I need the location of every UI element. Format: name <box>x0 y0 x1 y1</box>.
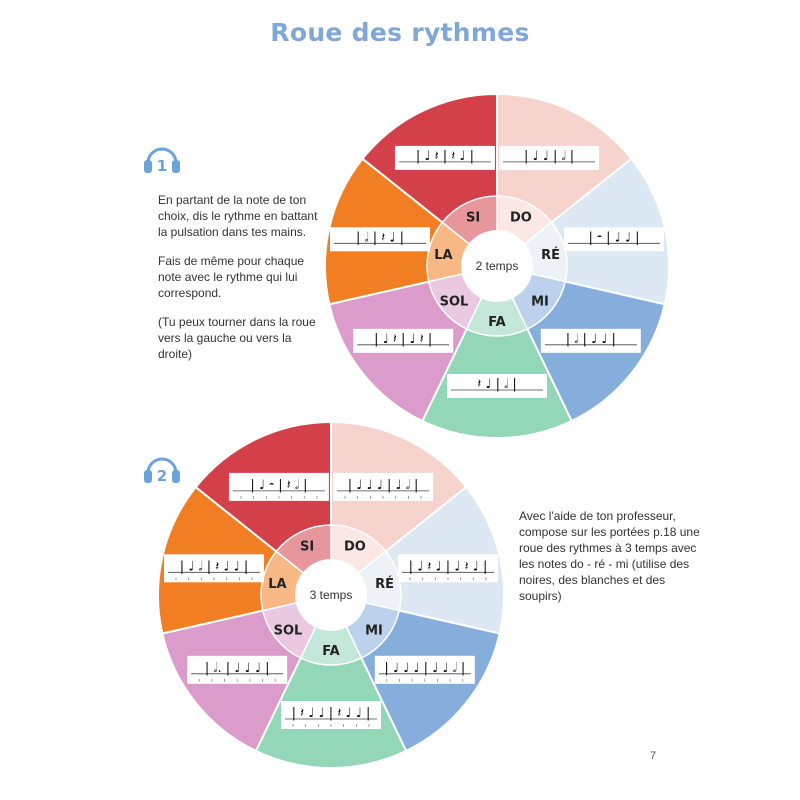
rhythm-notation-fa: 𝄽 ♩ | 𝅗𝅥 | <box>477 377 517 392</box>
note-label-si: SI <box>466 210 481 226</box>
rhythm-card-sol <box>187 656 287 684</box>
note-label-mi: MI <box>365 623 383 639</box>
page-title: Roue des rythmes <box>270 18 530 47</box>
rhythm-card-la <box>164 554 264 582</box>
instruction-paragraph: En partant de la note de ton choix, dis le rythme en battant la pulsation dans tes mains. <box>158 193 318 239</box>
rhythm-card-mi <box>375 656 475 684</box>
rhythm-notation-la: | ♩ 𝅗𝅥 | 𝄽 ♩ ♩ | <box>179 559 249 575</box>
instruction-paragraph: Avec l'aide de ton professeur, compose sur les portées p.18 une roue des rythmes à 3 temps avec les notes do - ré - mi (utilise des noires, des blanches et des soupirs) <box>519 509 700 603</box>
rhythm-notation-do: | ♩ ♩ ♩ | ♩ 𝅗𝅥 | <box>347 477 419 493</box>
rhythm-notation-mi: | ♩ ♩ ♩ | ♩ ♩ 𝅗𝅥 | <box>384 660 466 676</box>
rhythm-card-si <box>229 473 329 501</box>
instruction-paragraph: (Tu peux tourner dans la roue vers la gauche ou vers la droite) <box>158 315 316 361</box>
note-label-la: LA <box>268 576 287 592</box>
rhythm-notation-si: | ♩ 𝄼 | 𝄽 𝅗𝅥 | <box>250 477 308 493</box>
rhythm-card-re <box>398 554 498 582</box>
instruction-paragraph: Fais de même pour chaque note avec le rythme qui lui correspond. <box>158 254 305 300</box>
exercise-2-number: 2 <box>156 467 168 485</box>
rhythm-notation-fa: | 𝄽 ♩ ♩ | 𝄽 ♩ ♩ | <box>291 706 371 721</box>
exercise-1-number: 1 <box>156 157 168 175</box>
note-label-sol: SOL <box>273 623 303 639</box>
center-label: 2 temps <box>475 259 519 273</box>
rhythm-notation-si: | ♩ 𝄽 | 𝄽 ♩ | <box>415 148 475 164</box>
rhythm-card-do <box>333 473 433 501</box>
rhythm-notation-re: | 𝄼 | ♩ ♩ | <box>588 230 640 246</box>
note-label-mi: MI <box>531 294 549 310</box>
note-label-do: DO <box>509 210 532 226</box>
rhythm-notation-sol: | 𝅗𝅥. | ♩ ♩ ♩ | <box>204 660 270 676</box>
center-label: 3 temps <box>309 588 353 602</box>
note-label-re: RÉ <box>541 247 561 263</box>
rhythm-notation-do: | ♩ ♩ | 𝅗𝅥 | <box>523 148 575 164</box>
note-label-sol: SOL <box>439 294 469 310</box>
note-label-si: SI <box>300 539 315 555</box>
note-label-fa: FA <box>322 644 340 659</box>
rhythm-notation-sol: | ♩ 𝄽 | ♩ 𝄽 | <box>374 331 433 347</box>
rhythm-notation-mi: | 𝅗𝅥 | ♩ ♩ | <box>565 331 616 347</box>
rhythm-notation-la: | 𝅗𝅥 | 𝄽 ♩ | <box>355 230 405 246</box>
rhythm-notation-re: | ♩ 𝄽 ♩ | ♩ 𝄽 ♩ | <box>408 559 488 575</box>
note-label-la: LA <box>434 247 453 263</box>
page-number: 7 <box>650 750 657 762</box>
note-label-do: DO <box>343 539 366 555</box>
rhythm-card-fa <box>281 701 381 729</box>
note-label-fa: FA <box>488 315 506 330</box>
note-label-re: RÉ <box>375 576 395 592</box>
exercise-2-instructions <box>519 508 709 617</box>
